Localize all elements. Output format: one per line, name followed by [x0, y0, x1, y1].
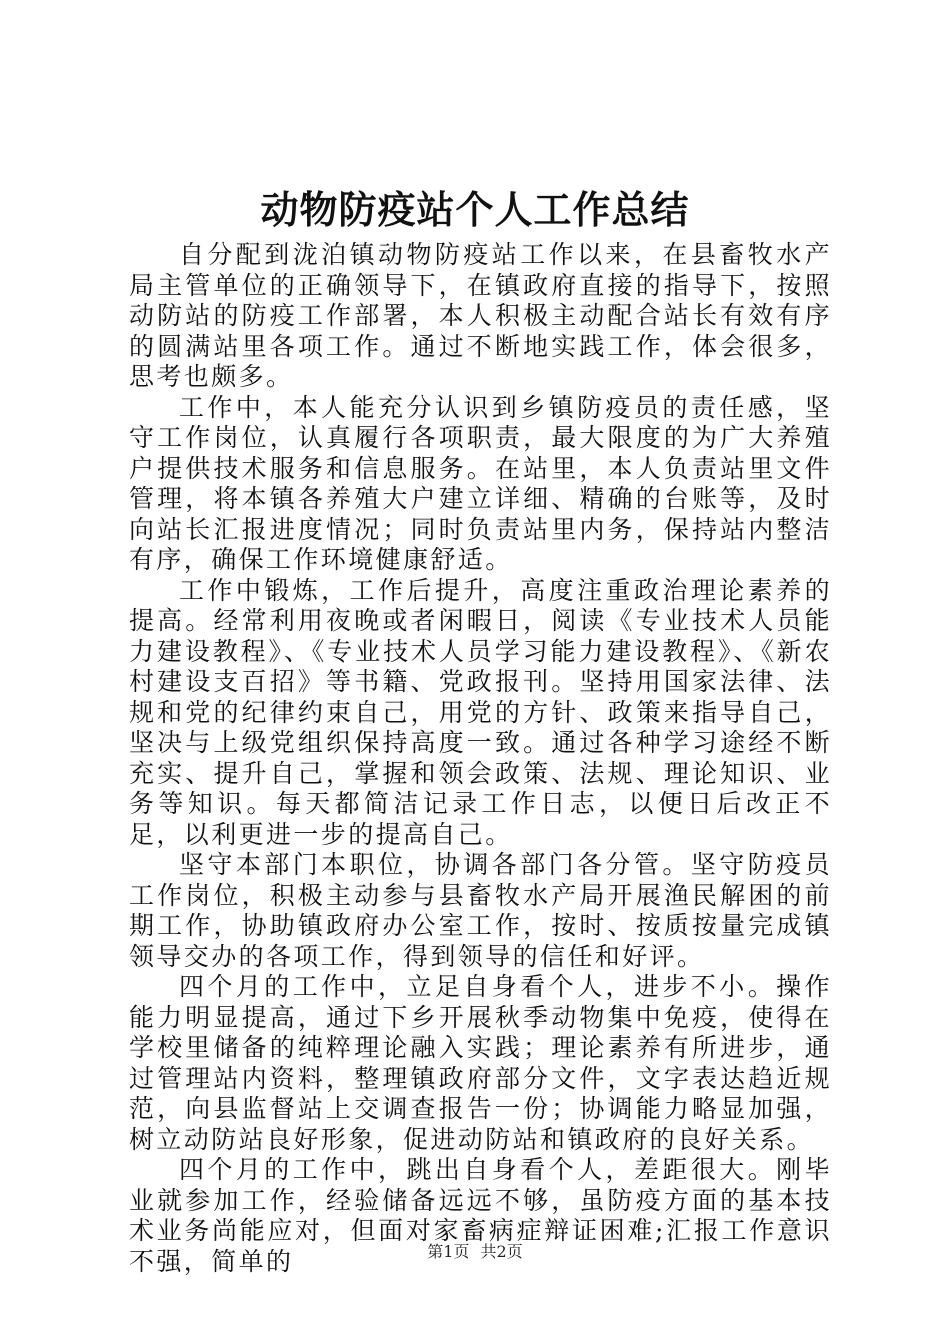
document-title: 动物防疫站个人工作总结: [260, 187, 690, 232]
document-body: [129, 240, 832, 1277]
page-total: 共2页: [480, 1242, 523, 1261]
page-footer: [0, 1240, 950, 1264]
paragraph: 四个月的工作中，跳出自身看个人，差距很大。刚毕业就参加工作，经验储备远远不够，虽防疫方面的基本技术业务尚能应对，但面对家畜病症辩证困难;汇报工作意识不强，简单的: [129, 1155, 832, 1276]
page-number: 第1页: [427, 1242, 470, 1261]
paragraph: 坚守本部门本职位，协调各部门各分管。坚守防疫员工作岗位，积极主动参与县畜牧水产局开展渔民解困的前期工作，协助镇政府办公室工作，按时、按质按量完成镇领导交办的各项工作，得到领导的信任和好评。: [129, 850, 832, 971]
paragraph: 工作中锻炼，工作后提升，高度注重政治理论素养的提高。经常利用夜晚或者闲暇日，阅读《专业技术人员能力建设教程》、《专业技术人员学习能力建设教程》、《新农村建设支百招》等书籍、党政报刊。坚持用国家法律、法规和党的纪律约束自己，用党的方针、政策来指导自己，坚决与上级党组织保持高度一致。通过各种学习途经不断充实、提升自己，掌握和领会政策、法规、理论知识、业务等知识。每天都简洁记录工作日志，以便日后改正不足，以利更进一步的提高自己。: [129, 575, 832, 849]
paragraph: 自分配到泷泊镇动物防疫站工作以来，在县畜牧水产局主管单位的正确领导下，在镇政府直接的指导下，按照动防站的防疫工作部署，本人积极主动配合站长有效有序的圆满站里各项工作。通过不断地实践工作，体会很多，思考也颇多。: [129, 240, 832, 391]
paragraph: 四个月的工作中，立足自身看个人，进步不小。操作能力明显提高，通过下乡开展秋季动物集中免疫，使得在学校里储备的纯粹理论融入实践；理论素养有所进步，通过管理站内资料，整理镇政府部分文件，文字表达趋近规范，向县监督站上交调查报告一份；协调能力略显加强，树立动防站良好形象，促进动防站和镇政府的良好关系。: [129, 972, 832, 1154]
paragraph: 工作中，本人能充分认识到乡镇防疫员的责任感，坚守工作岗位，认真履行各项职责，最大限度的为广大养殖户提供技术服务和信息服务。在站里，本人负责站里文件管理，将本镇各养殖大户建立详细、精确的台账等，及时向站长汇报进度情况；同时负责站里内务，保持站内整洁有序，确保工作环境健康舒适。: [129, 392, 832, 574]
